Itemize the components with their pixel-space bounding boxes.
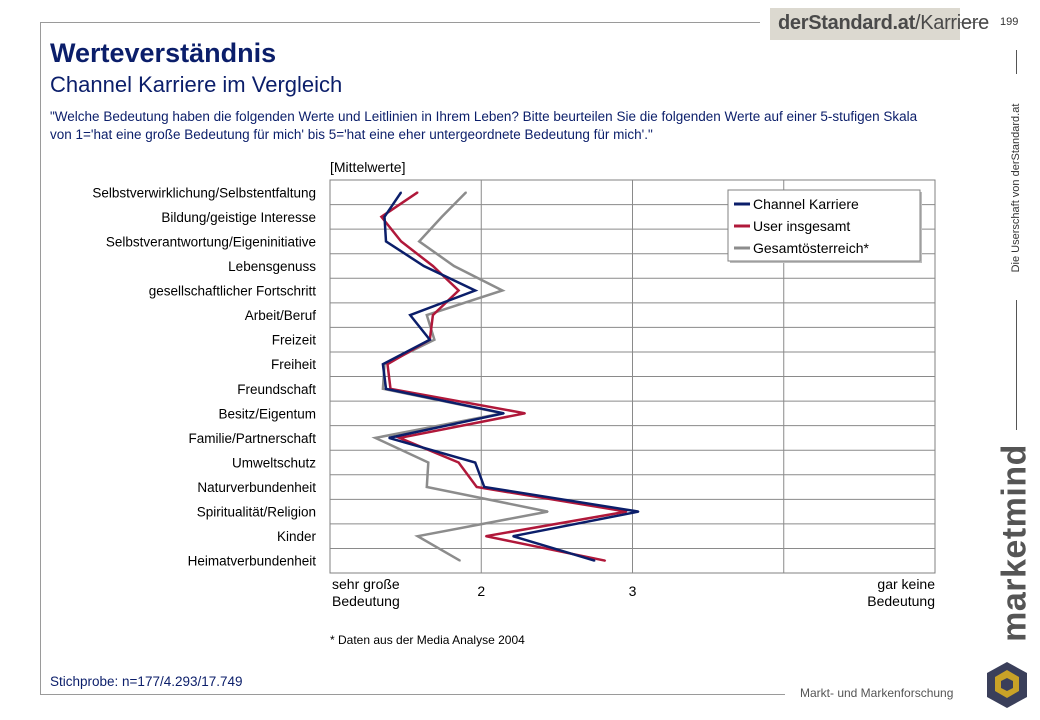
series-point-2 xyxy=(441,216,443,218)
unit-label: [Mittelwerte] xyxy=(330,159,406,175)
series-point-0 xyxy=(429,339,431,341)
page-subtitle: Channel Karriere im Vergleich xyxy=(50,72,343,97)
series-point-1 xyxy=(432,265,434,267)
series-point-1 xyxy=(400,241,402,243)
series-point-1 xyxy=(381,216,383,218)
x-axis-left-label: Bedeutung xyxy=(332,593,400,609)
series-point-1 xyxy=(417,191,419,193)
category-label: Heimatverbundenheit xyxy=(187,553,316,569)
series-point-0 xyxy=(409,314,411,316)
series-point-0 xyxy=(503,413,505,415)
series-point-2 xyxy=(426,486,428,488)
series-point-2 xyxy=(428,462,430,464)
series-point-1 xyxy=(485,535,487,537)
series-point-2 xyxy=(502,290,504,292)
category-label: Besitz/Eigentum xyxy=(218,406,316,422)
x-axis-right-label: gar keine xyxy=(877,576,935,592)
series-point-0 xyxy=(594,560,596,562)
x-tick-label: 3 xyxy=(628,583,637,599)
series-point-1 xyxy=(432,314,434,316)
sample-size: Stichprobe: n=177/4.293/17.749 xyxy=(50,674,243,689)
marketmind-logo: marketmind xyxy=(995,444,1034,642)
category-label: gesellschaftlicher Fortschritt xyxy=(148,283,316,299)
series-point-1 xyxy=(458,290,460,292)
category-label: Freizeit xyxy=(271,332,316,348)
series-point-2 xyxy=(426,314,428,316)
x-axis-left-label: sehr große xyxy=(332,576,400,592)
category-label: Selbstverwirklichung/Selbstentfaltung xyxy=(92,185,316,201)
category-label: Arbeit/Beruf xyxy=(244,308,316,324)
series-point-0 xyxy=(385,388,387,390)
series-point-0 xyxy=(423,265,425,267)
series-point-1 xyxy=(476,486,478,488)
series-point-0 xyxy=(512,535,514,537)
legend-label: User insgesamt xyxy=(753,218,851,234)
legend-label: Channel Karriere xyxy=(753,196,859,212)
series-point-2 xyxy=(434,339,436,341)
series-point-2 xyxy=(375,437,377,439)
x-tick-label: 2 xyxy=(477,583,486,599)
series-point-1 xyxy=(387,363,389,365)
series-point-1 xyxy=(626,511,628,513)
series-point-2 xyxy=(459,560,461,562)
brand-logo: derStandard.at/Karriere xyxy=(778,12,989,34)
category-label: Lebensgenuss xyxy=(228,258,316,274)
series-point-1 xyxy=(458,462,460,464)
series-point-1 xyxy=(524,413,526,415)
series-point-0 xyxy=(388,437,390,439)
series-point-0 xyxy=(638,511,640,513)
category-label: Freundschaft xyxy=(237,381,316,397)
page-number: 199 xyxy=(1000,16,1019,28)
category-label: Spiritualität/Religion xyxy=(196,504,316,520)
series-point-2 xyxy=(453,265,455,267)
series-point-0 xyxy=(474,462,476,464)
category-label: Umweltschutz xyxy=(231,455,316,471)
series-point-2 xyxy=(382,388,384,390)
series-point-0 xyxy=(483,486,485,488)
series-point-2 xyxy=(465,191,467,193)
category-label: Selbstverantwortung/Eigeninitiative xyxy=(105,234,316,250)
category-label: Kinder xyxy=(276,529,316,545)
series-point-0 xyxy=(474,290,476,292)
chart-footnote: * Daten aus der Media Analyse 2004 xyxy=(330,633,525,647)
series-point-2 xyxy=(418,241,420,243)
series-point-0 xyxy=(400,191,402,193)
page-title: Werteverständnis xyxy=(50,38,277,68)
series-point-1 xyxy=(399,437,401,439)
series-point-0 xyxy=(385,241,387,243)
category-label: Freiheit xyxy=(270,357,316,373)
category-label: Familie/Partnerschaft xyxy=(188,430,316,446)
series-point-0 xyxy=(384,216,386,218)
legend-label: Gesamtösterreich* xyxy=(753,240,869,256)
category-label: Bildung/geistige Interesse xyxy=(161,209,316,225)
series-point-2 xyxy=(547,511,549,513)
survey-question: "Welche Bedeutung haben die folgenden Werte und Leitlinien in Ihrem Leben? Bitte beurteilen Sie die folgenden Werte auf einer 5-stufigen Skala von 1='hat eine große Bedeutung für mich' bis 5='hat eine eher untergeordnete Bedeutung für mich'." xyxy=(50,109,918,142)
side-note: Die Userschaft von derStandard.at xyxy=(1010,103,1022,273)
category-label: Naturverbundenheit xyxy=(197,480,316,496)
series-point-2 xyxy=(417,535,419,537)
series-point-0 xyxy=(382,363,384,365)
x-axis-right-label: Bedeutung xyxy=(867,593,935,609)
series-point-1 xyxy=(604,560,606,562)
marketmind-subtitle: Markt- und Markenforschung xyxy=(800,686,954,700)
